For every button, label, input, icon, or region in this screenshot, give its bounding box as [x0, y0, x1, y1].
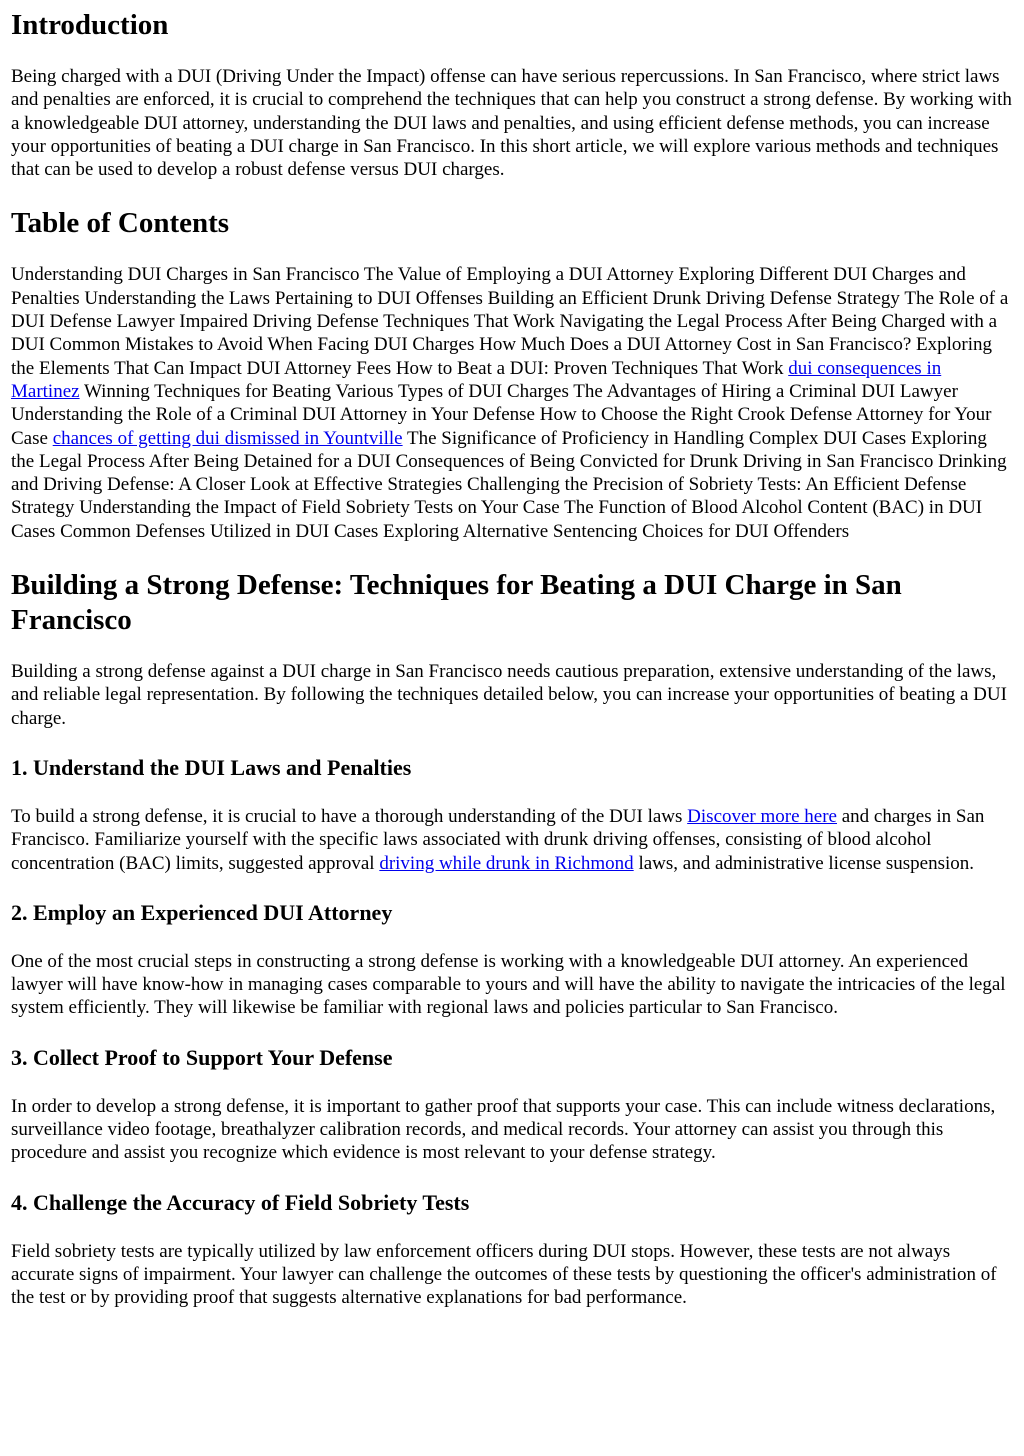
step-1-paragraph: [11, 805, 1013, 875]
step-1-text-1: To build a strong defense, it is crucial to have a thorough understanding of the DUI laws: [11, 805, 688, 827]
toc-paragraph: [11, 263, 1013, 543]
step-4-heading: 4. Challenge the Accuracy of Field Sobriety Tests: [11, 1189, 470, 1215]
toc-text-1: Understanding DUI Charges in San Francisco The Value of Employing a DUI Attorney Exploring Different DUI Charges and Penalties Understanding the Laws Pertaining to DUI Offenses Building an Efficient Drunk Driving Defense Strategy The Role of a DUI Defense Lawyer Impaired Driving Defense Techniques That Work Navigating the Legal Process After Being Charged with a DUI Common Mistakes to Avoid When Facing DUI Charges How Much Does a DUI Attorney Cost in San Francisco? Exploring the Elements That Can Impact DUI Attorney Fees How to Beat a DUI: Proven Techniques That Work: [11, 264, 1009, 379]
intro-paragraph: Being charged with a DUI (Driving Under the Impact) offense can have serious repercussions. In San Francisco, where strict laws and penalties are enforced, it is crucial to comprehend the techniques that can help you construct a strong defense. By working with a knowledgeable DUI attorney, understanding the DUI laws and penalties, and using efficient defense methods, you can increase your opportunities of beating a DUI charge in San Francisco. In this short article, we will explore various methods and techniques that can be used to develop a robust defense versus DUI charges.: [11, 66, 1012, 181]
step-1-text-2: and charges in San Francisco. Familiarize yourself with the specific laws associated with drunk driving offenses, consisting of blood alcohol concentration (BAC) limits, suggested approval: [11, 805, 985, 874]
toc-link-yountville[interactable]: chances of getting dui dismissed in Yountville: [52, 427, 403, 449]
step-2-heading: 2. Employ an Experienced DUI Attorney: [11, 899, 393, 925]
step-1-text-3: laws, and administrative license suspension.: [633, 852, 975, 874]
richmond-link[interactable]: driving while drunk in Richmond: [379, 852, 634, 874]
step-2-paragraph: One of the most crucial steps in constructing a strong defense is working with a knowledgeable DUI attorney. An experienced lawyer will have know-how in managing cases comparable to yours and will have the ability to navigate the intricacies of the legal system efficiently. They will likewise be familiar with regional laws and policies particular to San Francisco.: [11, 950, 1006, 1019]
discover-more-link[interactable]: Discover more here: [687, 805, 837, 827]
toc-text-2: Winning Techniques for Beating Various Types of DUI Charges The Advantages of Hiring a Criminal DUI Lawyer Understanding the Role of a Criminal DUI Attorney in Your Defense How to Choose the Right Crook Defense Attorney for Your Case: [11, 380, 992, 449]
step-3-paragraph: In order to develop a strong defense, it is important to gather proof that supports your case. This can include witness declarations, surveillance video footage, breathalyzer calibration records, and medical records. Your attorney can assist you through this procedure and assist you recognize which evidence is most relevant to your defense strategy.: [11, 1095, 996, 1164]
toc-heading: Table of Contents: [11, 207, 230, 240]
step-3-heading: 3. Collect Proof to Support Your Defense: [11, 1044, 393, 1070]
step-4-paragraph: Field sobriety tests are typically utilized by law enforcement officers during DUI stops. However, these tests are not always accurate signs of impairment. Your lawyer can challenge the outcomes of these tests by questioning the officer's administration of the test or by providing proof that suggests alternative explanations for bad performance.: [11, 1240, 997, 1309]
article: [0, 8, 1024, 1310]
defense-heading: Building a Strong Defense: Techniques for Beating a DUI Charge in San Francisco: [11, 569, 902, 637]
step-1-heading: 1. Understand the DUI Laws and Penalties: [11, 754, 412, 780]
toc-link-martinez[interactable]: dui consequences in Martinez: [11, 357, 942, 402]
intro-heading: Introduction: [11, 9, 169, 41]
toc-text-3: The Significance of Proficiency in Handling Complex DUI Cases Exploring the Legal Process After Being Detained for a DUI Consequences of Being Convicted for Drunk Driving in San Francisco Drinking and Driving Defense: A Closer Look at Effective Strategies Challenging the Precision of Sobriety Tests: An Efficient Defense Strategy Understanding the Impact of Field Sobriety Tests on Your Case The Function of Blood Alcohol Content (BAC) in DUI Cases Common Defenses Utilized in DUI Cases Exploring Alternative Sentencing Choices for DUI Offenders: [11, 427, 1007, 542]
defense-paragraph: Building a strong defense against a DUI charge in San Francisco needs cautious preparation, extensive understanding of the laws, and reliable legal representation. By following the techniques detailed below, you can increase your opportunities of beating a DUI charge.: [11, 661, 1007, 729]
